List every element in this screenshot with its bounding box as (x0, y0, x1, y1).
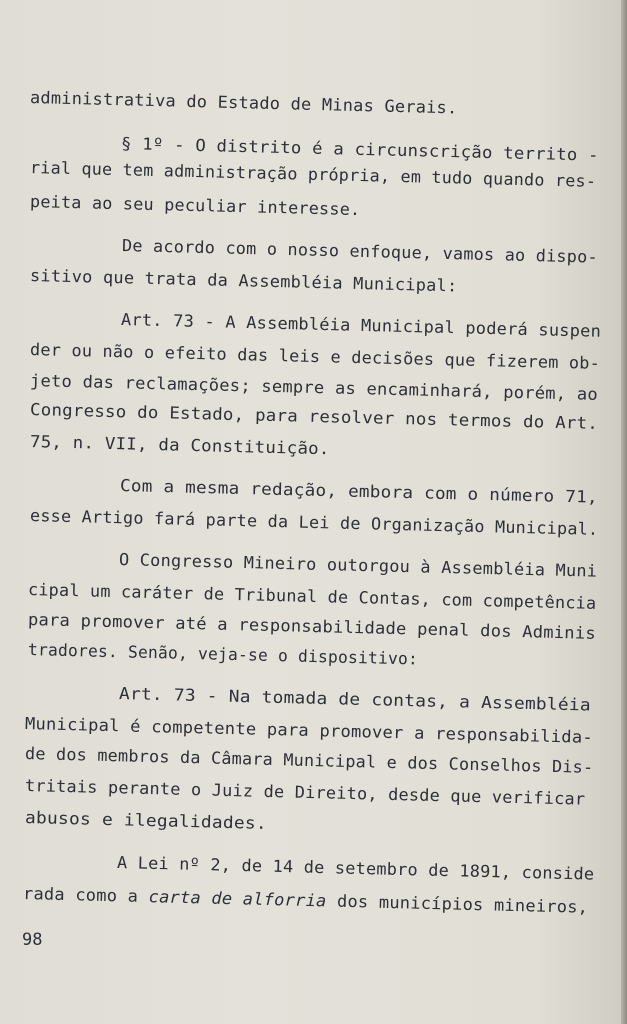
text-line: de dos membros da Câmara Municipal e dos Conselhos Dis- (24, 744, 594, 777)
page-edge (621, 0, 627, 1024)
text-line: der ou não o efeito das leis e decisões que fizerem ob- (29, 340, 601, 373)
text-line: administrativa do Estado de Minas Gerais. (29, 88, 458, 118)
text-line: para promover até a responsabilidade penal dos Adminis (27, 610, 597, 643)
text-line: Art. 73 - A Assembléia Municipal poderá suspen (120, 310, 602, 341)
text-line: 75, n. VII, da Constituição. (29, 432, 330, 459)
text-segment: dos municípios mineiros, (336, 891, 589, 917)
text-line: cipal um caráter de Tribunal de Contas, com competência (27, 580, 597, 613)
text-line: peita ao seu peculiar interesse. (29, 192, 361, 220)
text-line: esse Artigo fará parte da Lei de Organização Municipal. (29, 506, 599, 539)
text-line: tritais perante o Juiz de Direito, desde que verificar (24, 776, 586, 809)
text-line: jeto das reclamações; sempre as encaminhará, porém, ao (29, 371, 599, 404)
text-line: rial que tem administração própria, em tudo quando res- (29, 158, 597, 191)
italic-phrase: carta de alforria (148, 887, 327, 911)
text-line: § 1º - O distrito é a circunscrição territo - (120, 134, 600, 165)
page-number: 98 (22, 930, 43, 950)
text-line-mixed (23, 884, 589, 918)
text-line: A Lei nº 2, de 14 de setembro de 1891, conside (116, 853, 595, 884)
text-line: sitivo que trata da Assembléia Municipal: (29, 266, 458, 296)
text-line: abusos e ilegalidades. (24, 808, 268, 833)
text-line: O Congresso Mineiro outorgou à Assembléia Muni (118, 550, 598, 581)
text-line: Congresso do Estado, para resolver nos termos do Art. (29, 400, 599, 433)
text-line: Municipal é competente para promover a responsabilida- (24, 714, 594, 747)
text-segment: rada como a (22, 884, 139, 906)
text-line: Com a mesma redação, embora com o número 71, (119, 476, 599, 507)
text-line: De acordo com o nosso enfoque, vamos ao dispo- (121, 236, 599, 267)
text-line: tradores. Senão, veja-se o dispositivo: (27, 640, 419, 669)
text-line: Art. 73 - Na tomada de contas, a Assembléia (118, 684, 592, 715)
